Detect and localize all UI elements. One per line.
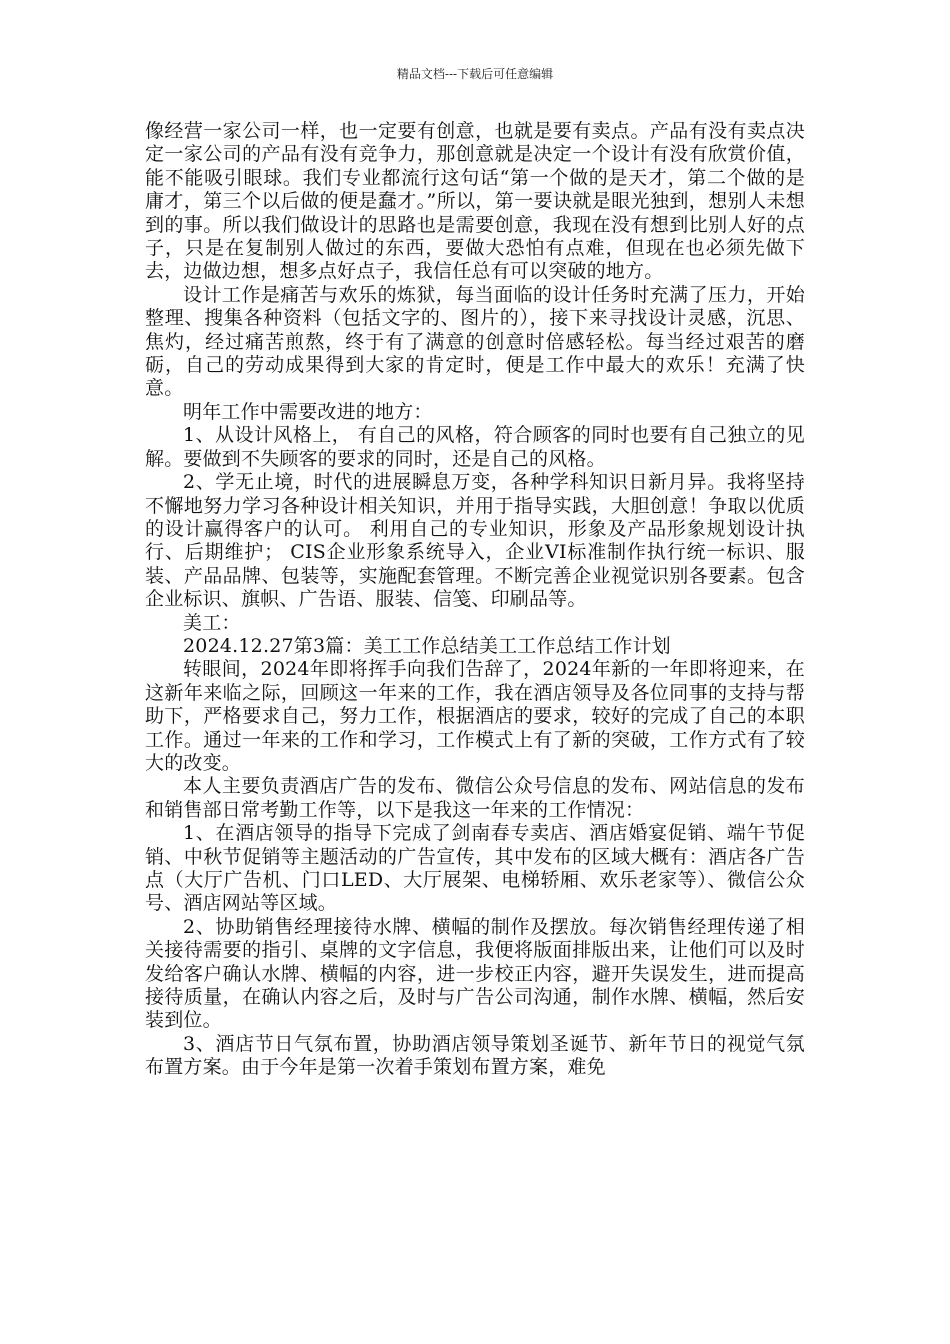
- document-body: [145, 120, 805, 1080]
- paragraph-6: 美工：: [183, 611, 241, 634]
- paragraph-11: 2、协助销售经理接待水牌、横幅的制作及摆放。每次销售经理传递了相关接待需要的指引、桌牌的文字信息，我便将版面排版出来，让他们可以及时发给客户确认水牌、横幅的内容，进一步校正内容，避开失误发生，进而提高接待质量，在确认内容之后，及时与广告公司沟通，制作水牌、横幅，然后安装到位。: [145, 915, 805, 1032]
- paragraph-9: 本人主要负责酒店广告的发布、微信公众号信息的发布、网站信息的发布和销售部日常考勤工作等，以下是我这一年来的工作情况：: [145, 775, 805, 821]
- paragraph-8: 转眼间，2024年即将挥手向我们告辞了，2024年新的一年即将迎来，在这新年来临之际，回顾这一年来的工作，我在酒店领导及各位同事的支持与帮助下，严格要求自己，努力工作，根据酒店的要求，较好的完成了自己的本职工作。通过一年来的工作和学习，工作模式上有了新的突破，工作方式有了较大的改变。: [145, 658, 805, 774]
- paragraph-5: 2、学无止境，时代的进展瞬息万变，各种学科知识日新月异。我将坚持不懈地努力学习各种设计相关知识，并用于指导实践，大胆创意！争取以优质的设计赢得客户的认可。 利用自己的专业知识，形象及产品形象规划设计执行、后期维护； CIS企业形象系统导入，企业VI标准制作执行统一标识、服装、产品品牌、包装等，实施配套管理。不断完善企业视觉识别各要素。包含企业标识、旗帜、广告语、服装、信笺、印刷品等。: [145, 471, 805, 611]
- page-header: 精品文档---下载后可任意编辑: [396, 67, 554, 81]
- paragraph-2: 设计工作是痛苦与欢乐的炼狱，每当面临的设计任务时充满了压力，开始整理、搜集各种资料（包括文字的、图片的），接下来寻找设计灵感，沉思、焦灼，经过痛苦煎熬，终于有了满意的创意时倍感轻松。每当经过艰苦的磨砺，自己的劳动成果得到大家的肯定时，便是工作中最大的欢乐！充满了快意。: [145, 283, 805, 400]
- paragraph-12: 3、酒店节日气氛布置，协助酒店领导策划圣诞节、新年节日的视觉气氛布置方案。由于今年是第一次着手策划布置方案，难免: [145, 1032, 805, 1079]
- paragraph-4: 1、从设计风格上， 有自己的风格，符合顾客的同时也要有自己独立的见解。要做到不失顾客的要求的同时，还是自己的风格。: [145, 424, 805, 470]
- paragraph-1: 像经营一家公司一样，也一定要有创意，也就是要有卖点。产品有没有卖点决定一家公司的产品有没有竞争力，那创意就是决定一个设计有没有欣赏价值，能不能吸引眼球。我们专业都流行这句话“第一个做的是天才，第二个做的是庸才，第三个以后做的便是蠢才。”所以，第一要诀就是眼光独到，想别人未想到的事。所以我们做设计的思路也是需要创意，我现在没有想到比别人好的点子，只是在复制别人做过的东西，要做大恐怕有点难，但现在也必须先做下去，边做边想，想多点好点子，我信任总有可以突破的地方。: [145, 120, 805, 283]
- paragraph-7: 2024.12.27第3篇：美工工作总结美工工作总结工作计划: [183, 634, 671, 657]
- paragraph-10: 1、在酒店领导的指导下完成了剑南春专卖店、酒店婚宴促销、端午节促销、中秋节促销等主题活动的广告宣传，其中发布的区域大概有：酒店各广告点（大厅广告机、门口LED、大厅展架、电梯轿厢、欢乐老家等）、微信公众号、酒店网站等区域。: [145, 822, 805, 915]
- paragraph-3: 明年工作中需要改进的地方：: [183, 400, 433, 423]
